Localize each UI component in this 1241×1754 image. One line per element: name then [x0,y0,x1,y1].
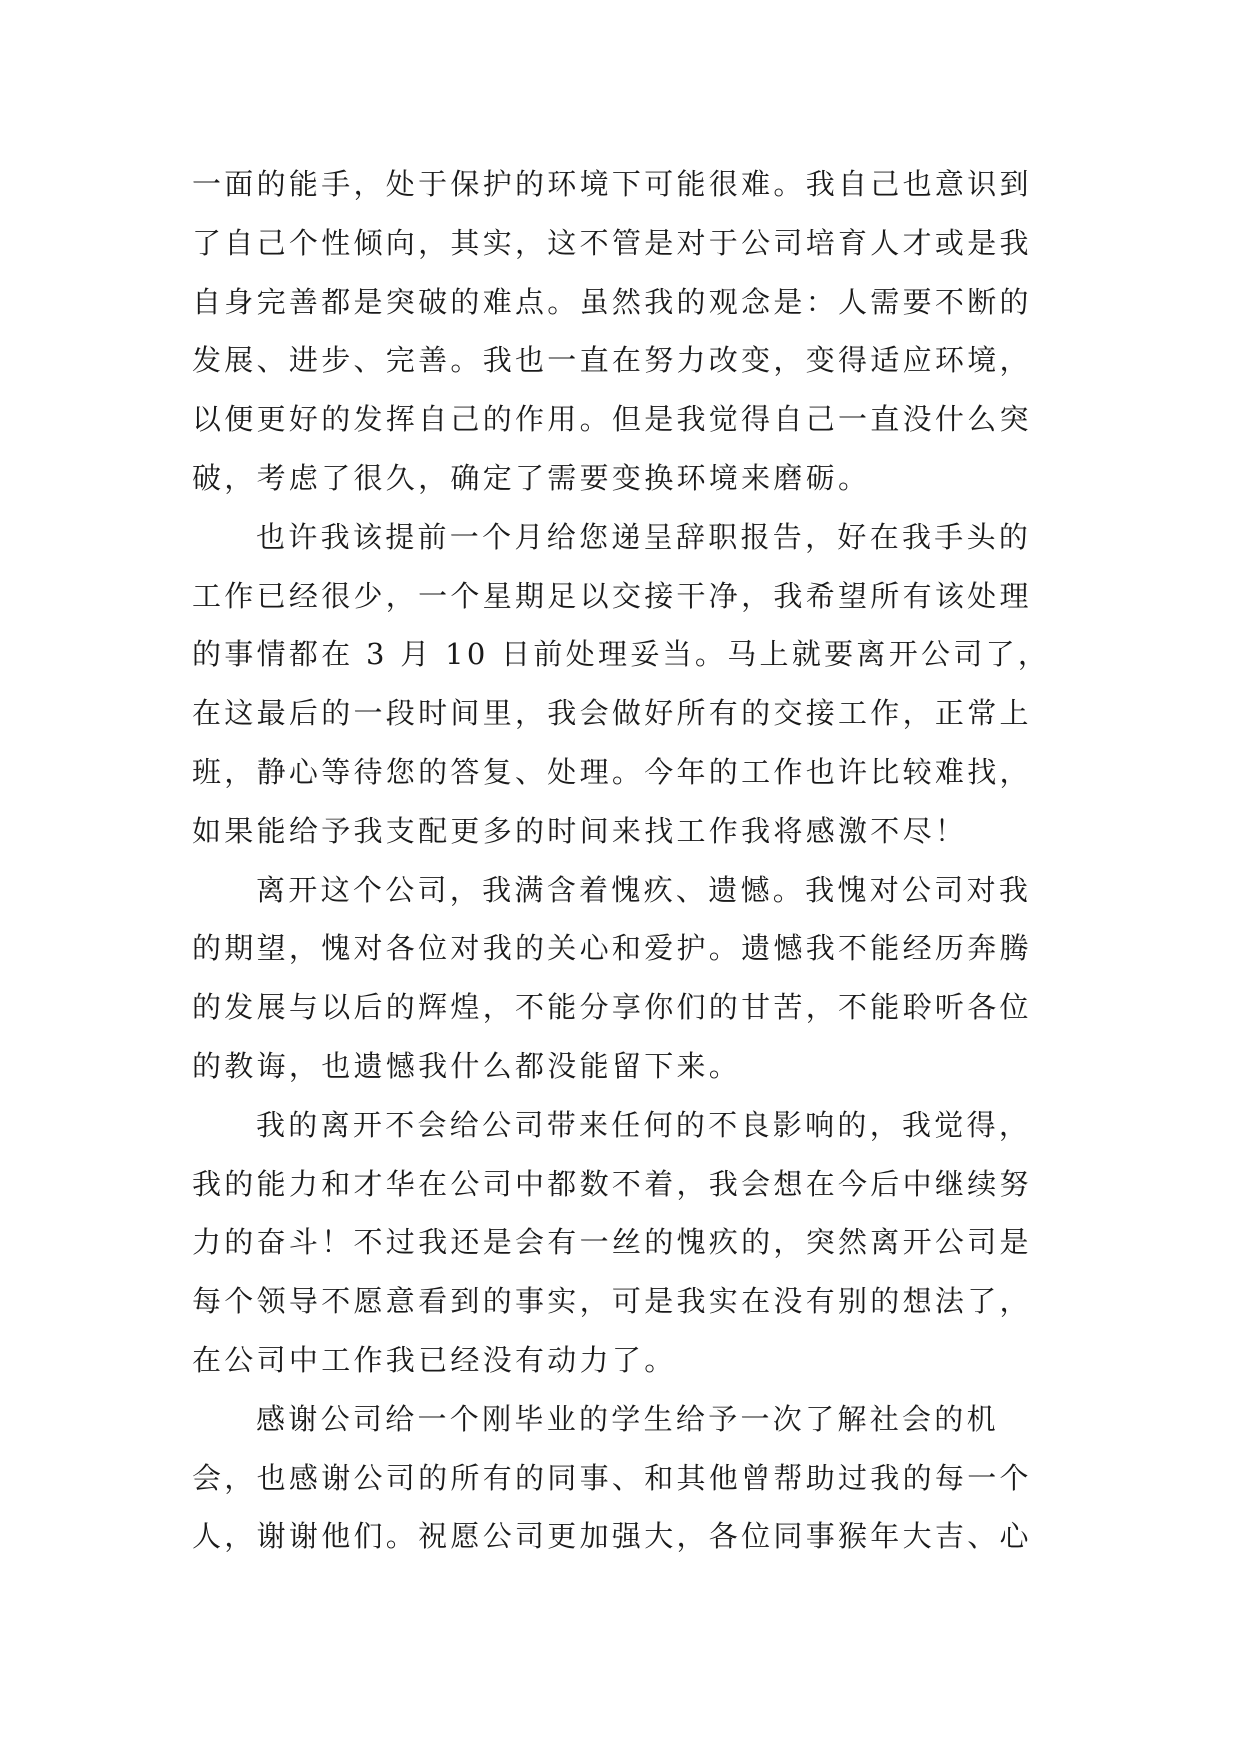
document-body [192,155,1072,1566]
text-line: 的事情都在 3 月 10 日前处理妥当。马上就要离开公司了， [192,637,1051,672]
text-line: 的发展与以后的辉煌，不能分享你们的甘苦，不能聆听各位 [192,990,1032,1025]
text-line: 每个领导不愿意看到的事实，可是我实在没有别的想法了， [192,1284,1032,1319]
paragraph-3 [192,861,1072,1096]
text-line: 的期望，愧对各位对我的关心和爱护。遗憾我不能经历奔腾 [192,931,1032,966]
text-line: 离开这个公司，我满含着愧疚、遗憾。我愧对公司对我 [256,872,1032,907]
text-line: 工作已经很少，一个星期足以交接干净，我希望所有该处理 [192,578,1032,613]
text-line: 我的能力和才华在公司中都数不着，我会想在今后中继续努 [192,1166,1032,1201]
text-line: 力的奋斗！不过我还是会有一丝的愧疚的，突然离开公司是 [192,1225,1032,1260]
text-line: 以便更好的发挥自己的作用。但是我觉得自己一直没什么突 [192,402,1032,437]
text-line: 班，静心等待您的答复、处理。今年的工作也许比较难找， [192,754,1032,789]
text-line: 会，也感谢公司的所有的同事、和其他曾帮助过我的每一个 [192,1460,1032,1495]
text-line: 在这最后的一段时间里，我会做好所有的交接工作，正常上 [192,696,1032,731]
text-line: 如果能给予我支配更多的时间来找工作我将感激不尽！ [192,813,968,848]
text-line: 在公司中工作我已经没有动力了。 [192,1342,677,1377]
text-line: 一面的能手，处于保护的环境下可能很难。我自己也意识到 [192,167,1032,201]
text-line: 自身完善都是突破的难点。虽然我的观念是：人需要不断的 [192,284,1032,319]
paragraph-5 [192,1390,1072,1566]
paragraph-2 [192,508,1072,861]
text-line: 人，谢谢他们。祝愿公司更加强大，各位同事猴年大吉、心 [192,1519,1032,1554]
paragraph-1 [192,155,1072,508]
text-line: 发展、进步、完善。我也一直在努力改变，变得适应环境， [192,343,1032,378]
text-line: 我的离开不会给公司带来任何的不良影响的，我觉得， [256,1107,1032,1142]
text-line: 也许我该提前一个月给您递呈辞职报告，好在我手头的 [256,519,1032,554]
text-line: 的教诲，也遗憾我什么都没能留下来。 [192,1048,742,1083]
text-line: 破，考虑了很久，确定了需要变换环境来磨砺。 [192,460,871,495]
text-line: 了自己个性倾向，其实，这不管是对于公司培育人才或是我 [192,225,1032,260]
text-line: 感谢公司给一个刚毕业的学生给予一次了解社会的机 [256,1401,999,1436]
paragraph-4 [192,1096,1072,1390]
